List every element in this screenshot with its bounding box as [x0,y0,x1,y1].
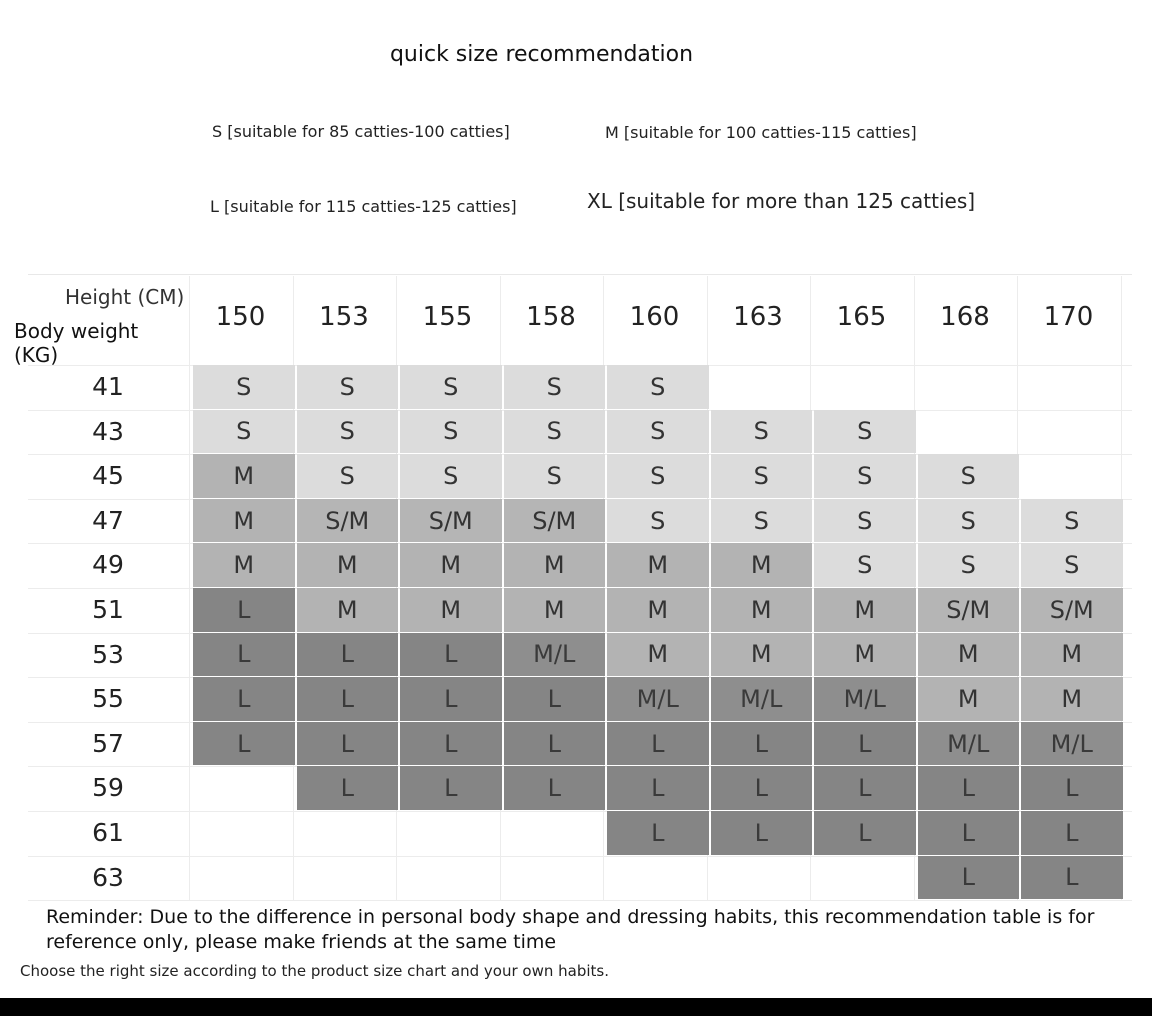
size-rule-m: M [suitable for 100 catties-115 catties] [605,123,917,142]
size-cell [297,811,399,855]
size-cell: S [711,499,813,543]
size-cell: L [711,811,813,855]
weight-header [14,319,138,367]
size-cell [193,811,295,855]
height-column-header: 163 [733,302,783,332]
size-cell: L [1021,811,1123,855]
size-cell: L [607,766,709,810]
size-cell [918,365,1020,409]
size-cell [1021,454,1123,498]
size-cell: M [711,633,813,677]
weight-row-label: 51 [92,595,124,624]
size-cell [1021,365,1123,409]
size-cell [297,856,399,900]
size-cell: M [918,677,1020,721]
size-cell: S [504,365,606,409]
weight-row-label: 59 [92,773,124,803]
size-cell [1021,410,1123,454]
size-cell [711,365,813,409]
size-cell: S/M [297,499,399,543]
height-column-header: 160 [629,302,680,332]
height-column-header: 153 [319,302,369,332]
weight-row-label: 63 [92,862,124,892]
height-column-header: 165 [836,302,887,332]
size-cell: M [297,588,399,632]
size-cell: M [711,543,813,587]
size-cell: S [711,454,813,498]
size-cell: S [1021,499,1123,543]
size-cell [400,856,502,900]
size-cell [607,856,709,900]
size-cell: M [193,499,295,543]
size-cell: L [504,677,606,721]
size-cell: L [1021,856,1123,900]
weight-row-label: 61 [92,818,124,847]
weight-row-label: 45 [92,461,124,491]
size-cell: S [814,543,916,587]
grid-hline [28,900,1132,901]
size-cell: L [297,677,399,721]
size-cell: M/L [1021,722,1123,766]
weight-header-line2: (KG) [14,343,59,367]
size-cell: S [297,410,399,454]
height-column-header: 158 [526,302,576,332]
size-cell: M/L [607,677,709,721]
size-cell: M [504,588,606,632]
size-cell: S [504,410,606,454]
size-cell: M/L [918,722,1020,766]
size-cell: M [504,543,606,587]
size-cell: L [297,633,399,677]
size-cell: L [297,766,399,810]
reminder-text: Reminder: Due to the difference in personal body shape and dressing habits, this recommendation table is for reference only, please make friends at the same time [46,906,1095,953]
size-cell: L [918,766,1020,810]
size-cell: M [814,588,916,632]
size-cell: M [607,588,709,632]
size-cell: S [607,410,709,454]
size-cell: S [711,410,813,454]
size-cell [711,856,813,900]
footnote-text: Choose the right size according to the product size chart and your own habits. [20,962,609,980]
page-title: quick size recommendation [389,42,694,67]
size-cell [918,410,1020,454]
size-cell [814,856,916,900]
weight-row-label: 43 [92,416,124,446]
size-cell: S [814,410,916,454]
size-cell: M [607,543,709,587]
size-cell: L [193,633,295,677]
size-cell: M [1021,677,1123,721]
size-cell: M [918,633,1020,677]
size-cell: L [918,811,1020,855]
size-cell: L [814,722,916,766]
size-cell: S [607,499,709,543]
size-cell: L [400,722,502,766]
size-cell: S [193,365,295,409]
size-cell: M [193,454,295,498]
size-cell: S [918,499,1020,543]
size-cell: S [400,410,502,454]
size-cell: M [400,588,502,632]
weight-row-label: 47 [92,505,124,535]
size-cell: M [400,543,502,587]
size-cell [193,766,295,810]
size-cell: L [400,766,502,810]
size-cell: S [814,454,916,498]
size-cell: L [918,856,1020,900]
size-cell: L [400,633,502,677]
size-cell: L [711,722,813,766]
size-cell: L [504,722,606,766]
size-cell [400,811,502,855]
size-cell: S [193,410,295,454]
height-column-header: 150 [215,302,266,332]
size-cell: S/M [918,588,1020,632]
weight-row-label: 53 [92,639,124,669]
size-cell: L [607,722,709,766]
size-cell: L [400,677,502,721]
size-cell: S [297,454,399,498]
height-header: Height (CM) [65,285,185,309]
size-cell: M/L [711,677,813,721]
size-cell: M [814,633,916,677]
size-cell: L [297,722,399,766]
size-cell: L [193,588,295,632]
size-cell: L [193,722,295,766]
height-column-header: 155 [422,302,473,332]
size-rule-s: S [suitable for 85 catties-100 catties] [212,122,510,141]
size-cell: S [918,454,1020,498]
weight-header-line1: Body weight [14,319,139,343]
size-cell: S/M [1021,588,1123,632]
size-cell: L [711,766,813,810]
size-rule-xl: XL [suitable for more than 125 catties] [587,189,976,213]
weight-row-label: 57 [92,728,124,758]
size-cell: S [607,365,709,409]
size-cell: S [504,454,606,498]
size-cell: L [814,766,916,810]
size-cell: M [607,633,709,677]
size-cell: S/M [400,499,502,543]
size-cell: S [814,499,916,543]
size-cell: S [400,454,502,498]
size-cell: L [193,677,295,721]
size-cell: M [297,543,399,587]
height-column-header: 168 [940,302,990,332]
weight-row-label: 55 [92,684,124,714]
size-cell: M [193,543,295,587]
weight-row-label: 41 [92,372,124,401]
size-cell: S [297,365,399,409]
size-cell: L [504,766,606,810]
size-cell [814,365,916,409]
weight-row-label: 49 [92,550,124,580]
size-cell: S [1021,543,1123,587]
size-cell: M/L [504,633,606,677]
size-cell: M [711,588,813,632]
size-cell: L [814,811,916,855]
height-column-header: 170 [1043,302,1094,332]
size-rule-l: L [suitable for 115 catties-125 catties] [210,197,517,216]
size-cell: M [1021,633,1123,677]
size-cell: L [1021,766,1123,810]
size-cell [193,856,295,900]
size-cell [504,811,606,855]
size-cell: S [400,365,502,409]
size-cell [504,856,606,900]
size-cell: S/M [504,499,606,543]
size-cell: S [918,543,1020,587]
size-cell: M/L [814,677,916,721]
size-cell: L [607,811,709,855]
size-cell: S [607,454,709,498]
bottom-bar [0,998,1152,1016]
